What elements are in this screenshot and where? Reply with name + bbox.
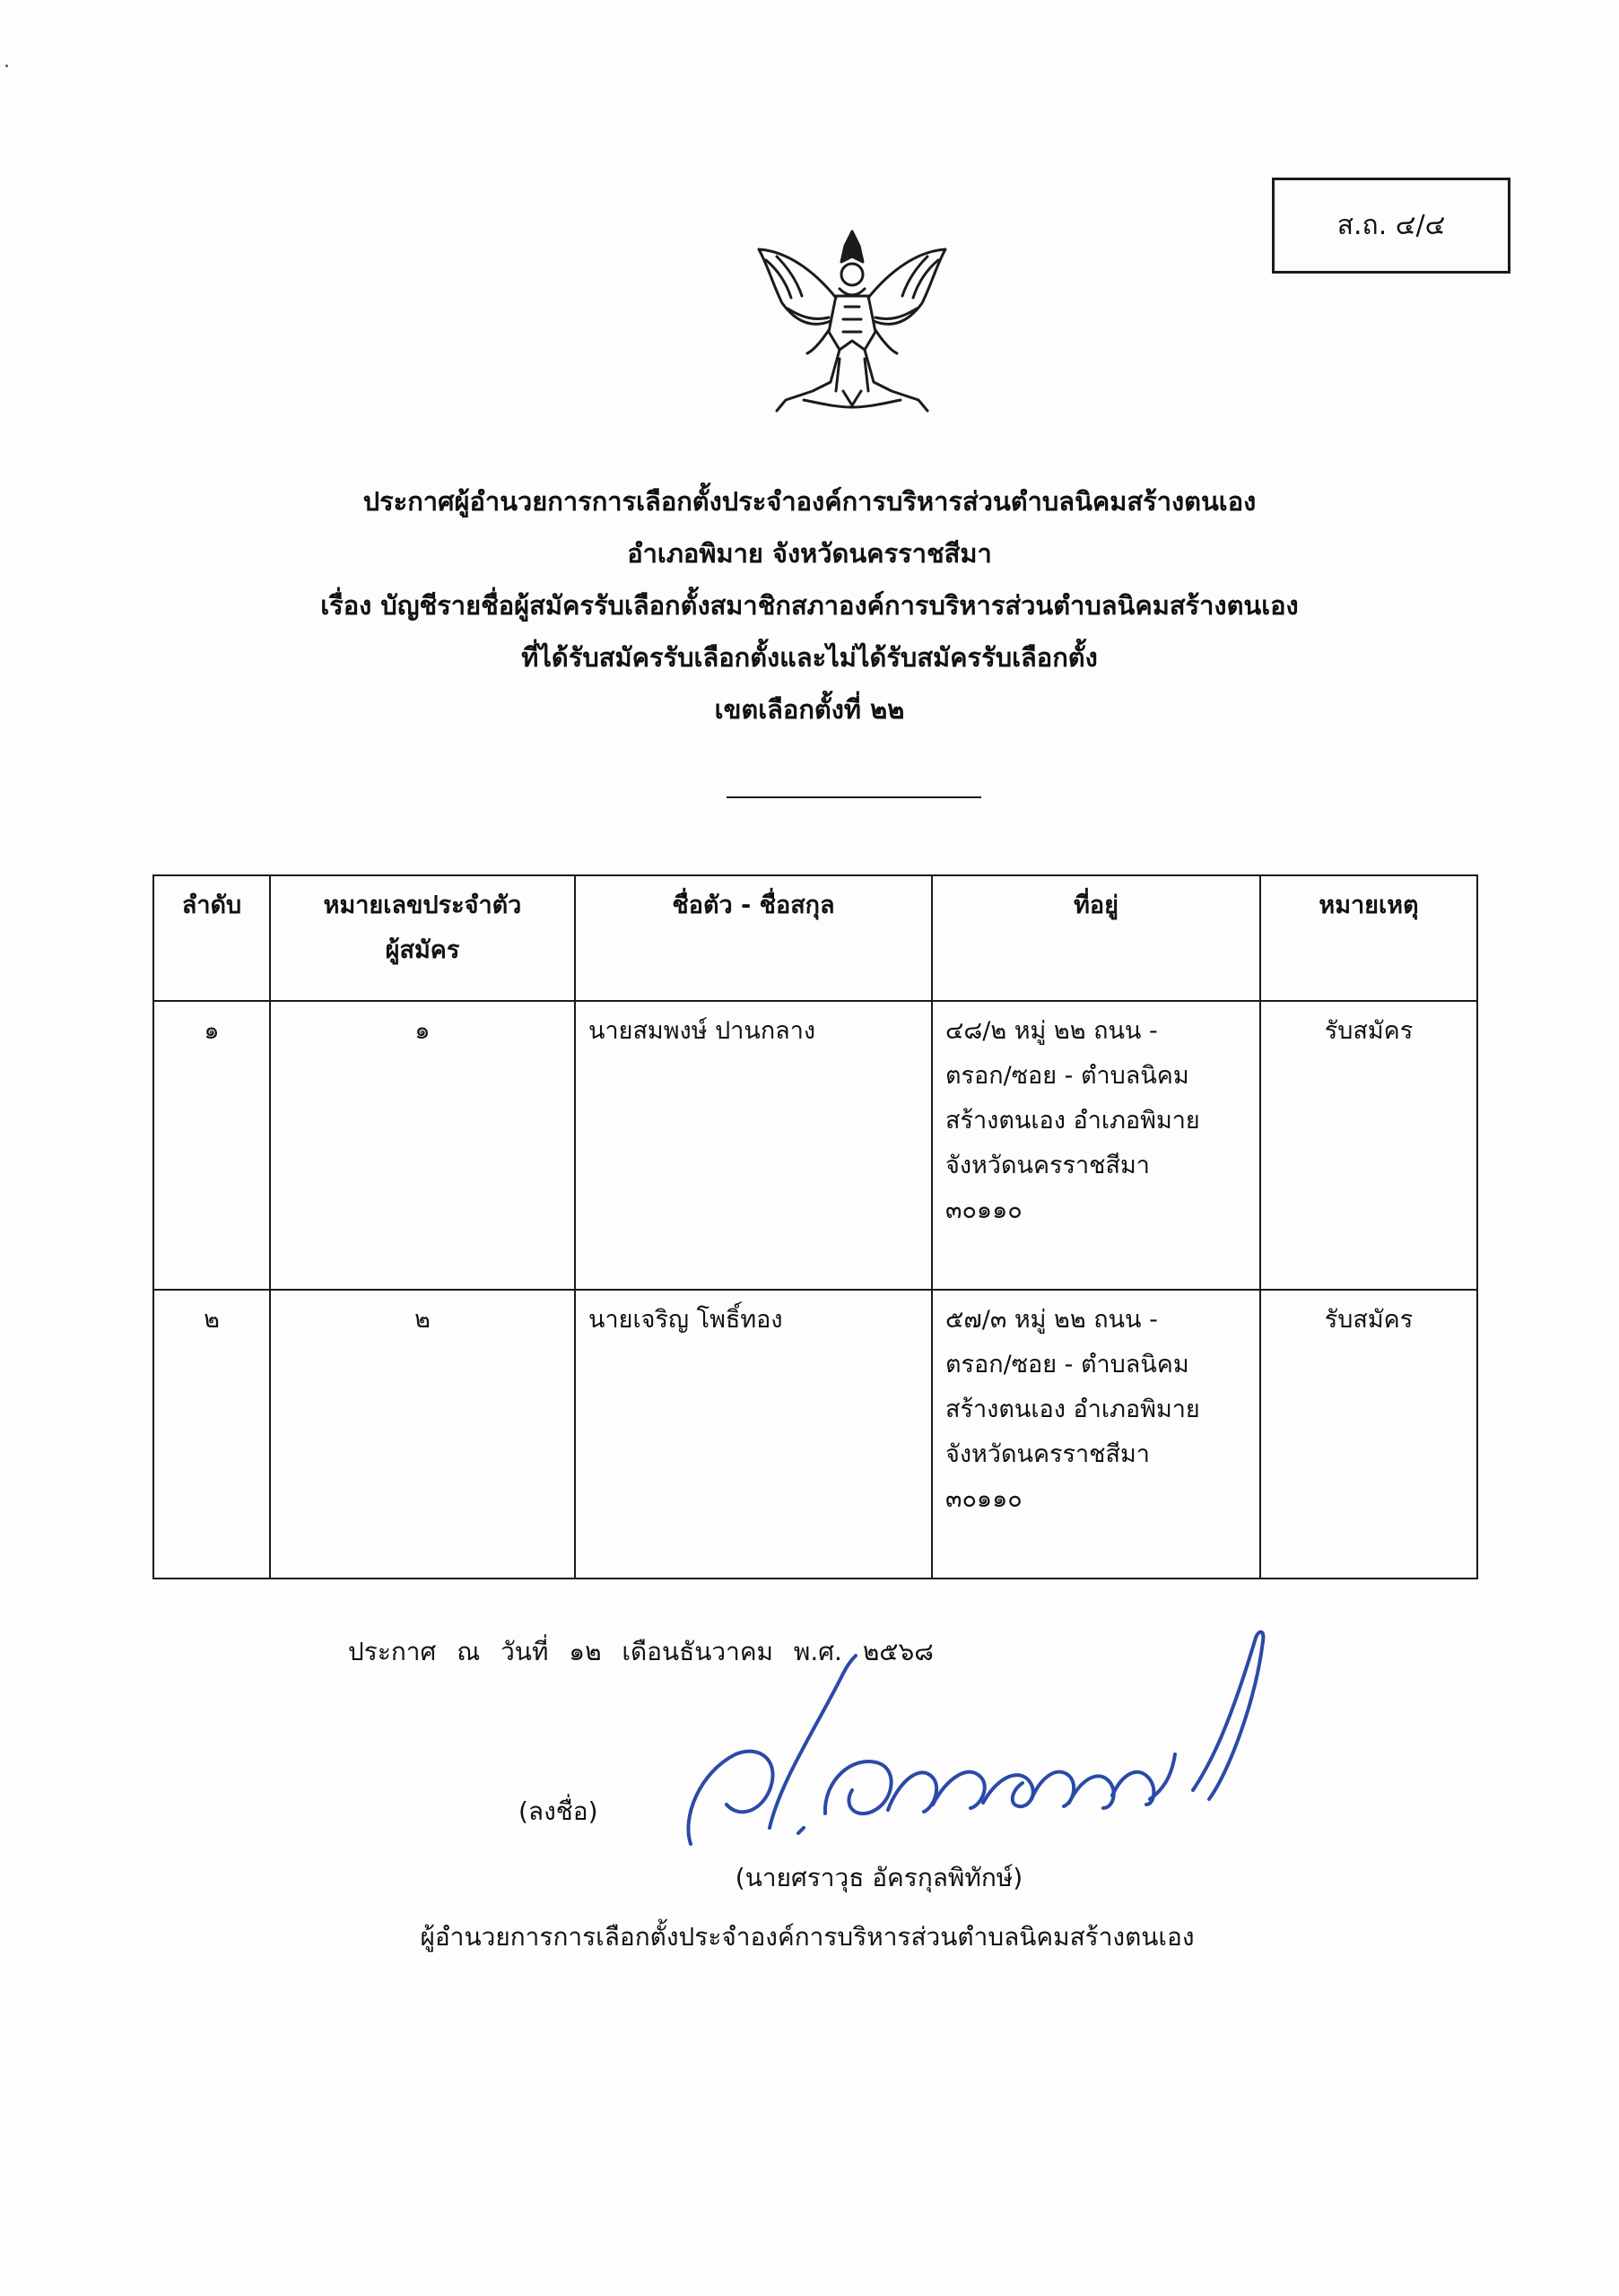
header-address: ที่อยู่ [932,875,1260,1001]
heading-line-3: เรื่อง บัญชีรายชื่อผู้สมัครรับเลือกตั้งสมาชิกสภาองค์การบริหารส่วนตำบลนิคมสร้างตนเอง [320,590,1299,621]
row-no: ๑ [153,1001,270,1290]
heading-line-4: ที่ได้รับสมัครรับเลือกตั้งและไม่ได้รับสมัครรับเลือกตั้ง [521,642,1098,673]
heading-divider [727,796,981,798]
row-remark: รับสมัคร [1260,1290,1477,1578]
table-row [153,1290,1477,1578]
handwritten-signature [664,1620,1345,1880]
row-candidate-id: ๒ [270,1290,575,1578]
signer-title: ผู้อำนวยการการเลือกตั้งประจำองค์การบริหารส่วนตำบลนิคมสร้างตนเอง [420,1922,1195,1952]
header-name: ชื่อตัว - ชื่อสกุล [575,875,932,1001]
table-row [153,1001,1477,1290]
header-candidate-id: หมายเลขประจำตัว ผู้สมัคร [270,875,575,1001]
heading-line-1: ประกาศผู้อำนวยการการเลือกตั้งประจำองค์การบริหารส่วนตำบลนิคมสร้างตนเอง [362,486,1257,517]
row-candidate-id: ๑ [270,1001,575,1290]
row-name: นายเจริญ โพธิ์ทอง [575,1290,932,1578]
header-no: ลำดับ [153,875,270,1001]
row-address: ๔๘/๒ หมู่ ๒๒ ถนน - ตรอก/ซอย - ตำบลนิคม สร้างตนเอง อำเภอพิมาย จังหวัดนครราชสีมา ๓๐๑๑๐ [932,1001,1260,1290]
announcement-date: ประกาศ ณ วันที่ ๑๒ เดือนธันวาคม พ.ศ. ๒๕๖๘ [348,1637,934,1666]
scan-speck [5,65,8,67]
row-name: นายสมพงษ์ ปานกลาง [575,1001,932,1290]
row-remark: รับสมัคร [1260,1001,1477,1290]
sign-label: (ลงชื่อ) [518,1796,598,1826]
signer-name: (นายศราวุธ อัครกุลพิทักษ์) [735,1863,1023,1892]
announcement-heading [161,475,1458,735]
header-remark: หมายเหตุ [1260,875,1477,1001]
heading-line-5: เขตเลือกตั้งที่ ๒๒ [714,694,905,725]
table-header-row [153,875,1477,1001]
form-code-box [1272,178,1510,274]
row-address: ๕๗/๓ หมู่ ๒๒ ถนน - ตรอก/ซอย - ตำบลนิคม สร้างตนเอง อำเภอพิมาย จังหวัดนครราชสีมา ๓๐๑๑๐ [932,1290,1260,1578]
heading-line-2: อำเภอพิมาย จังหวัดนครราชสีมา [627,538,992,569]
row-no: ๒ [153,1290,270,1578]
garuda-emblem-icon [750,215,954,423]
form-code: ส.ถ. ๔/๔ [1336,210,1446,241]
candidate-table [152,874,1478,1579]
